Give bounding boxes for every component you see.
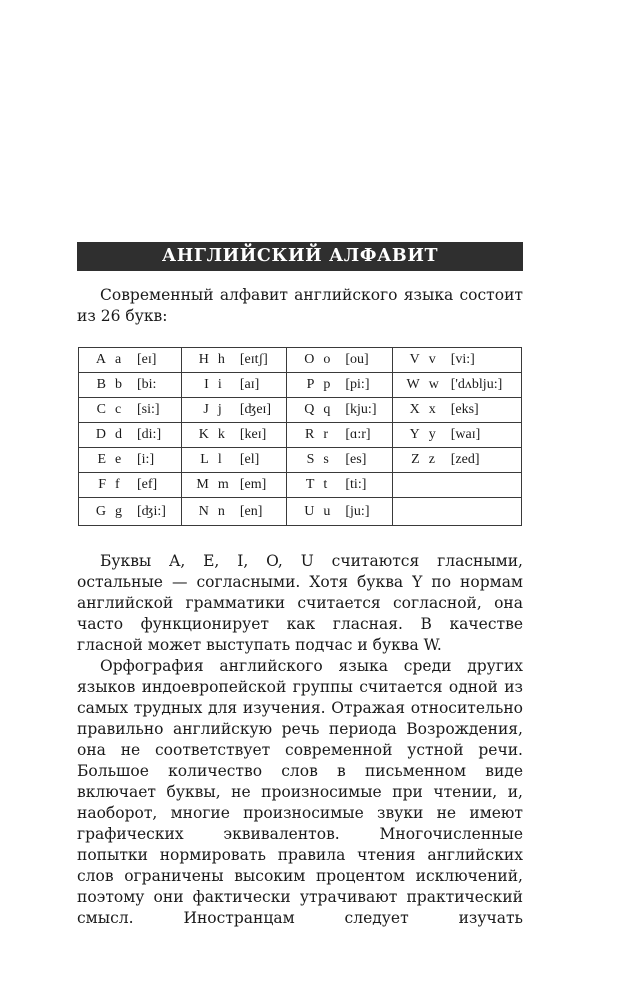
letter-transcription: ['dʌblju:] [450,377,503,392]
vowels-paragraph: Буквы A, E, I, O, U считаются гласными, остальные — согласными. Хотя буква Y по нормам английской грамматики считается согласной, она часто функционирует как гласная. В качестве гласной может выступать подчас и буква W. [77,552,523,654]
section-heading: АНГЛИЙСКИЙ АЛФАВИТ [77,242,523,271]
letter-transcription: [zed] [450,452,480,467]
letter-cell [287,473,392,498]
letter-lowercase: g [115,503,122,519]
letter-cell [181,423,287,448]
letter-cell [79,398,182,423]
letter-cell [79,473,182,498]
letter-cell [181,473,287,498]
letter-uppercase: L [200,452,209,467]
letter-cell [392,448,521,473]
letter-transcription: [en] [239,503,263,519]
letter-lowercase: i [217,377,222,392]
letter-lowercase: j [217,402,222,417]
letter-cell [287,398,392,423]
letter-lowercase: e [115,452,122,467]
letter-lowercase: p [323,377,331,392]
letter-uppercase: G [95,503,106,519]
letter-lowercase: t [323,477,328,492]
letter-lowercase: q [323,402,331,417]
letter-lowercase: x [428,402,436,417]
letter-cell [287,448,392,473]
letter-lowercase: o [323,352,331,367]
letter-cell [392,373,521,398]
letter-cell [181,348,287,373]
intro-paragraph: Современный алфавит английского языка состоит из 26 букв: [77,286,523,325]
letter-uppercase: S [306,452,315,467]
table-row [79,423,522,448]
letter-cell [287,348,392,373]
letter-transcription: [eɪtʃ] [239,352,268,367]
letter-transcription: [bi: [137,377,157,392]
letter-lowercase: d [115,427,122,442]
letter-uppercase: B [96,377,106,392]
letter-cell [79,348,182,373]
letter-lowercase: h [217,352,225,367]
letter-transcription: [kju:] [345,402,377,417]
letter-transcription: [ti:] [345,477,367,492]
letter-transcription: [ou] [345,352,369,367]
letter-uppercase: F [98,477,106,492]
letter-transcription: [em] [239,477,267,492]
letter-cell [181,398,287,423]
letter-lowercase: l [217,452,222,467]
letter-transcription: [es] [345,452,367,467]
letter-transcription: [keɪ] [239,427,267,442]
letter-cell [181,448,287,473]
letter-transcription: [si:] [137,402,160,417]
letter-uppercase: A [95,352,106,367]
letter-cell [287,373,392,398]
letter-uppercase: R [305,427,315,442]
letter-uppercase: V [409,352,420,367]
letter-lowercase: n [217,503,225,519]
letter-cell [79,498,182,526]
letter-lowercase: m [217,477,229,492]
letter-cell [392,348,521,373]
table-row [79,348,522,373]
letter-lowercase: s [323,452,329,467]
table-row [79,373,522,398]
letter-cell [79,448,182,473]
letter-transcription: [pi:] [345,377,370,392]
letter-uppercase: H [198,352,209,367]
orthography-paragraph: Орфография английского языка среди других языков индоевропейской группы считается одной из самых трудных для изучения. Отражая относительно правильно английскую речь периода Возрождения, она не соответствует современной устной речи. Большое количество слов в письменном виде включает буквы, не произносимые при чтении, и, наоборот, многие произносимые звуки не имеют графических эквивалентов. Многочисленные попытки нормировать правила чтения английских слов ограничены высоким процентом исключений, поэтому они фактически утрачивают практический смысл. Иностранцам следует изучать [77,657,523,927]
letter-uppercase: Y [409,427,420,442]
letter-lowercase: k [217,427,225,442]
letter-cell [181,498,287,526]
letter-lowercase: u [323,503,331,519]
letter-lowercase: b [115,377,122,392]
table-row [79,448,522,473]
letter-uppercase: Q [304,402,315,417]
letter-lowercase: f [115,477,120,492]
letter-transcription: [i:] [137,452,155,467]
letter-transcription: [ju:] [345,503,370,519]
letter-uppercase: U [304,503,315,519]
letter-uppercase: D [95,427,106,442]
letter-transcription: [di:] [137,427,162,442]
letter-uppercase: T [305,477,315,492]
letter-uppercase: X [409,402,420,417]
letter-uppercase: Z [411,452,420,467]
letter-cell [287,423,392,448]
letter-lowercase: r [323,427,329,442]
letter-uppercase: I [204,377,209,392]
letter-uppercase: O [304,352,315,367]
letter-transcription: [el] [239,452,260,467]
letter-cell [79,373,182,398]
letter-transcription: [vi:] [450,352,475,367]
letter-lowercase: c [115,402,122,417]
letter-transcription: [waɪ] [450,427,481,442]
letter-cell [181,373,287,398]
letter-transcription: [eɪ] [137,352,157,367]
letter-transcription: [ʤi:] [137,503,166,519]
letter-lowercase: w [428,377,439,392]
letter-lowercase: v [428,352,436,367]
letter-uppercase: J [203,402,209,417]
alphabet-table [78,347,522,526]
letter-transcription: [ef] [137,477,158,492]
letter-lowercase: a [115,352,122,367]
letter-cell [392,473,521,498]
letter-cell [392,498,521,526]
letter-transcription: [ʤeɪ] [239,402,272,417]
letter-uppercase: W [406,377,420,392]
letter-transcription: [ɑ:r] [345,427,371,442]
letter-uppercase: M [196,477,209,492]
letter-uppercase: C [96,402,106,417]
letter-lowercase: z [428,452,435,467]
letter-cell [392,423,521,448]
letter-uppercase: E [97,452,106,467]
letter-transcription: [eks] [450,402,479,417]
letter-transcription: [aɪ] [239,377,260,392]
letter-uppercase: P [306,377,315,392]
table-row [79,398,522,423]
letter-uppercase: K [198,427,209,442]
letter-lowercase: y [428,427,436,442]
letter-cell [79,423,182,448]
table-row [79,473,522,498]
letter-cell [392,398,521,423]
table-row [79,498,522,526]
letter-cell [287,498,392,526]
letter-uppercase: N [198,503,209,519]
